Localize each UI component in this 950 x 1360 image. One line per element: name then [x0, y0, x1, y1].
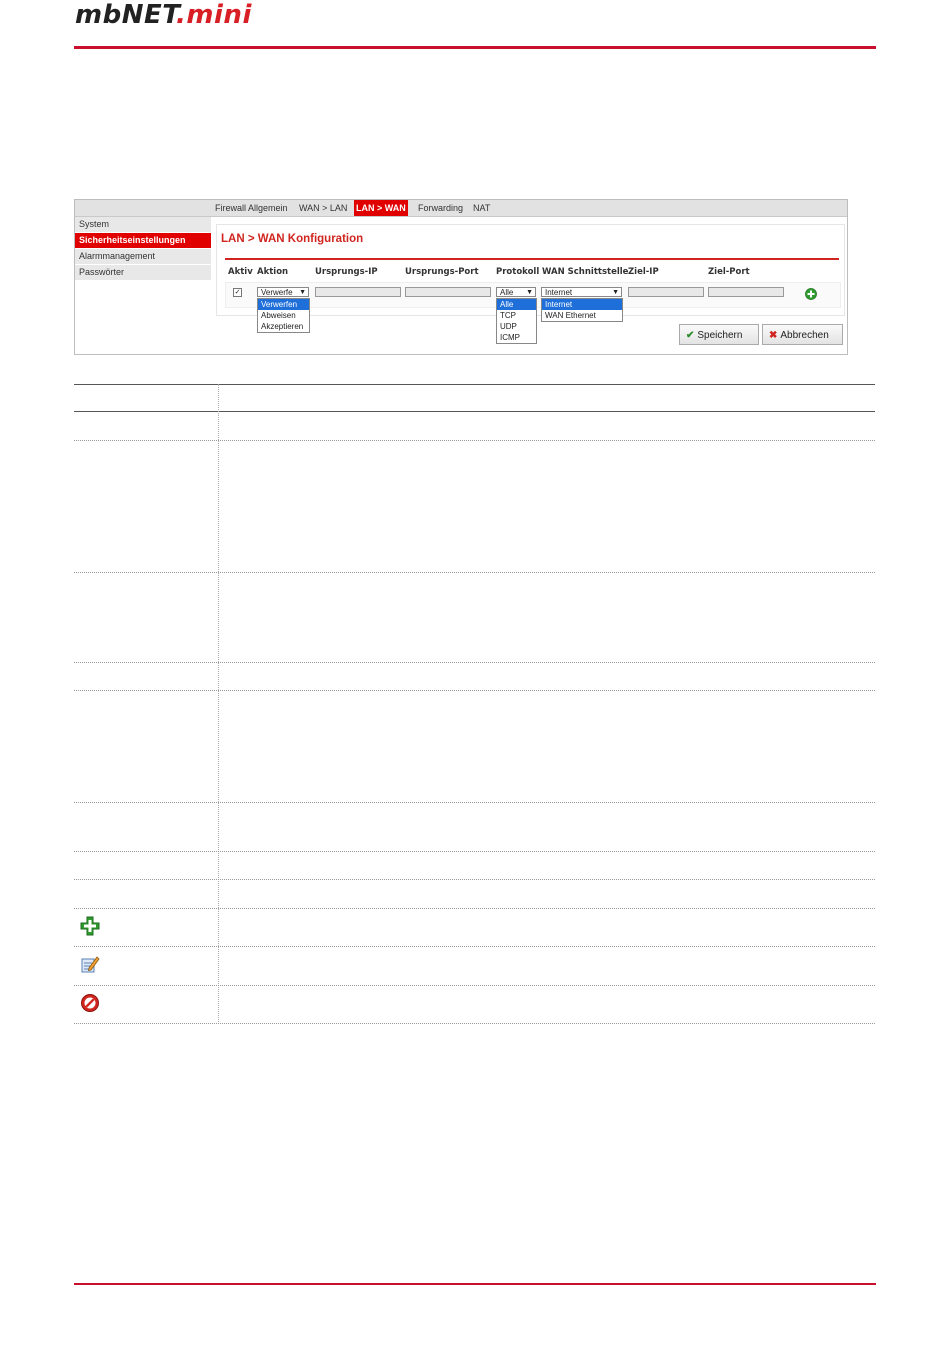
- protokoll-option-udp[interactable]: UDP: [500, 322, 517, 331]
- aktion-option-abweisen[interactable]: Abweisen: [261, 311, 296, 320]
- tab-nat[interactable]: NAT: [473, 203, 491, 213]
- table-row-divider: [74, 851, 875, 852]
- wan-schnittstelle-select[interactable]: [541, 287, 622, 297]
- wan-option-wan-ethernet[interactable]: WAN Ethernet: [545, 311, 596, 320]
- aktion-option-akzeptieren[interactable]: Akzeptieren: [261, 322, 304, 331]
- tab-lan-wan[interactable]: LAN > WAN: [354, 200, 408, 216]
- sidebar-item-sicherheitseinstellungen[interactable]: Sicherheitseinstellungen: [75, 233, 211, 249]
- panel-title: LAN > WAN Konfiguration: [221, 233, 364, 245]
- col-header-ursprungs-ip: Ursprungs-IP: [315, 267, 378, 277]
- tab-wan-lan[interactable]: WAN > LAN: [299, 203, 348, 213]
- panel-title-rule: [225, 258, 839, 260]
- table-top-border: [74, 384, 875, 385]
- header-divider: [74, 46, 876, 49]
- wan-option-internet[interactable]: Internet: [542, 299, 622, 310]
- col-header-aktion: Aktion: [257, 267, 289, 277]
- table-row-divider: [74, 572, 875, 573]
- cancel-button[interactable]: [762, 324, 843, 345]
- dropdown-arrow-icon: ▼: [526, 289, 533, 296]
- save-button[interactable]: [679, 324, 759, 345]
- table-row-divider: [74, 879, 875, 880]
- wan-dropdown-list: [541, 298, 623, 322]
- delete-icon: [80, 993, 100, 1013]
- table-row-divider: [74, 946, 875, 947]
- table-row-divider: [74, 802, 875, 803]
- logo-accent: .mini: [176, 0, 252, 30]
- aktion-dropdown-list: [257, 298, 310, 333]
- aktion-option-verwerfen[interactable]: Verwerfen: [258, 299, 309, 310]
- table-row-divider: [74, 440, 875, 441]
- save-button-label: Speichern: [697, 330, 743, 341]
- col-header-ziel-ip: Ziel-IP: [628, 267, 659, 277]
- protokoll-option-alle[interactable]: Alle: [497, 299, 536, 310]
- add-icon: [80, 916, 100, 936]
- firewall-tab-bar: [75, 200, 847, 217]
- col-header-protokoll: Protokoll: [496, 267, 540, 277]
- col-header-ursprungs-port: Ursprungs-Port: [405, 267, 479, 277]
- table-row-divider: [74, 1023, 875, 1024]
- settings-sidebar: [75, 217, 211, 281]
- ursprungs-port-input[interactable]: [405, 287, 491, 297]
- close-icon: ✖: [769, 330, 778, 341]
- firewall-screenshot: [74, 199, 848, 355]
- tab-forwarding[interactable]: Forwarding: [418, 203, 464, 213]
- protokoll-select-value: Alle: [500, 288, 514, 297]
- tab-firewall-allgemein[interactable]: Firewall Allgemein: [215, 203, 288, 213]
- ursprungs-ip-input[interactable]: [315, 287, 401, 297]
- table-row-divider: [74, 662, 875, 663]
- edit-icon: [80, 954, 100, 974]
- add-rule-icon[interactable]: [805, 288, 817, 300]
- sidebar-item-alarmmanagement[interactable]: Alarmmanagement: [75, 249, 211, 265]
- aktion-select-value: Verwerfe: [261, 288, 293, 297]
- footer-divider: [74, 1283, 876, 1285]
- protokoll-option-icmp[interactable]: ICMP: [500, 333, 520, 342]
- dropdown-arrow-icon: ▼: [299, 289, 306, 296]
- ziel-ip-input[interactable]: [628, 287, 704, 297]
- table-row-divider: [74, 908, 875, 909]
- sidebar-item-system[interactable]: System: [75, 217, 211, 233]
- table-column-divider: [218, 384, 219, 1024]
- protokoll-option-tcp[interactable]: TCP: [500, 311, 516, 320]
- logo-main: mbNET: [75, 0, 177, 30]
- wan-select-value: Internet: [545, 288, 573, 297]
- table-row-divider: [74, 690, 875, 691]
- mbnet-mini-logo: [75, 0, 252, 30]
- protokoll-dropdown-list: [496, 298, 537, 344]
- cancel-button-label: Abbrechen: [780, 330, 829, 341]
- checkmark-icon: ✔: [686, 330, 695, 341]
- table-row-divider: [74, 985, 875, 986]
- table-header-border: [74, 411, 875, 412]
- protokoll-select[interactable]: [496, 287, 536, 297]
- dropdown-arrow-icon: ▼: [612, 289, 619, 296]
- aktion-select[interactable]: [257, 287, 309, 297]
- ziel-port-input[interactable]: [708, 287, 784, 297]
- sidebar-item-passwoerter[interactable]: Passwörter: [75, 265, 211, 281]
- col-header-ziel-port: Ziel-Port: [708, 267, 750, 277]
- aktiv-checkbox[interactable]: ✓: [234, 289, 241, 296]
- col-header-aktiv: Aktiv: [228, 267, 253, 277]
- col-header-wan-schnittstelle: WAN Schnittstelle: [542, 267, 629, 277]
